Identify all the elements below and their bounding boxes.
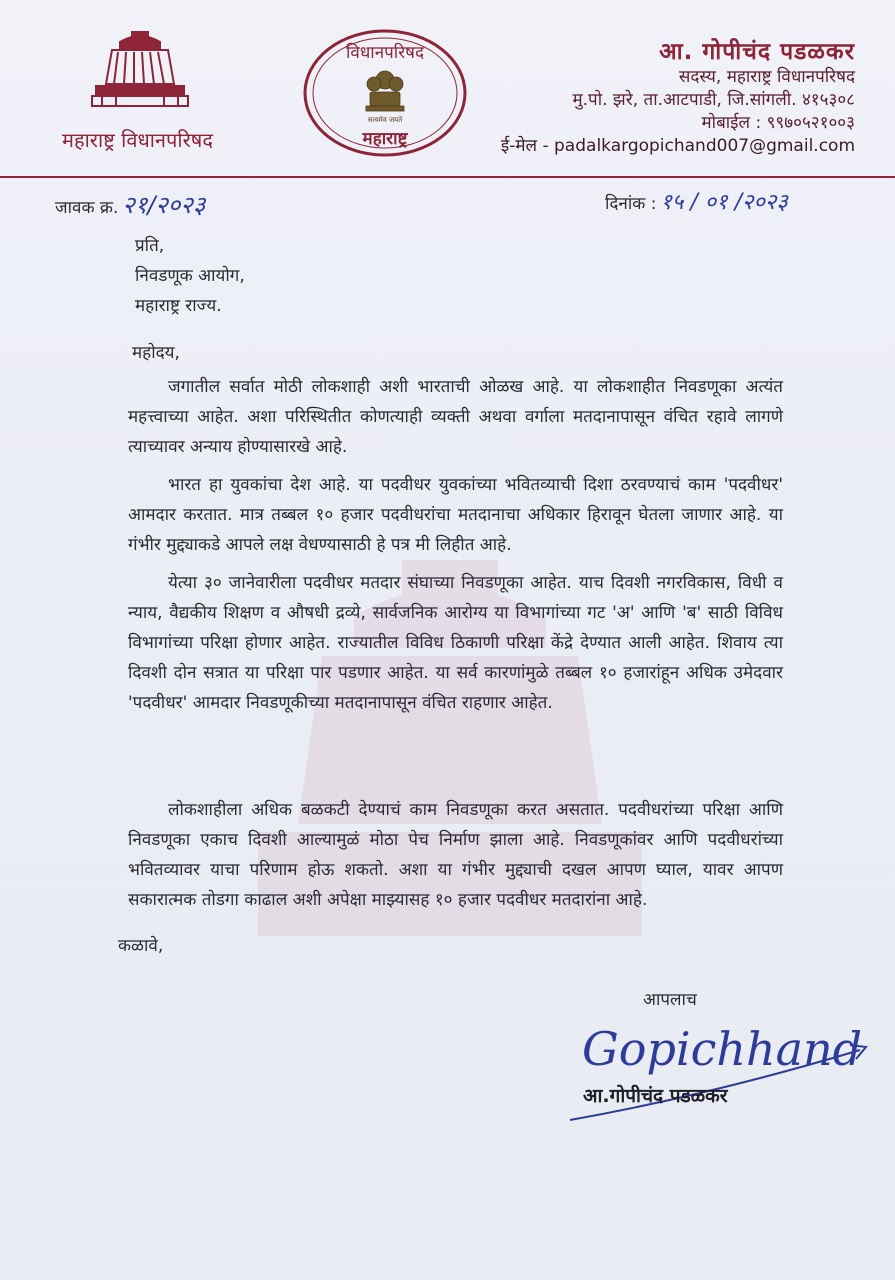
recipient-line2: महाराष्ट्र राज्य.	[135, 296, 222, 316]
header-divider	[0, 176, 895, 178]
salutation: महोदय,	[132, 343, 180, 363]
recipient-line1: निवडणूक आयोग,	[135, 266, 245, 286]
mla-name: आ. गोपीचंद पडळकर	[659, 39, 855, 65]
council-name: महाराष्ट्र विधानपरिषद	[62, 128, 213, 152]
closing: कळावे,	[118, 936, 164, 956]
mobile-number: मोबाईल : ९९७०५२१००३	[701, 113, 855, 133]
paragraph-text: लोकशाहीला अधिक बळकटी देण्याचं काम निवडणूका करत असतात. पदवीधरांच्या परिक्षा आणि निवडणूका एकाच दिवशी आल्यामुळं मोठा पेच निर्माण झाला आहे. निवडणूकांवर आणि पदवीधरांच्या भवितव्यावर याचा परिणाम होऊ शकतो. अशा या गंभीर मुद्द्याची दखल आपण घ्याल, यावर आपण सकारात्मक तोडगा काढाल अशी अपेक्षा माझ्यासह १० हजार पदवीधर मतदारांना आहे.	[128, 800, 783, 910]
body-paragraph-4	[128, 795, 783, 915]
paragraph-text: येत्या ३० जानेवारीला पदवीधर मतदार संघाच्या निवडणूका आहेत. याच दिवशी नगरविकास, विधी व न्याय, वैद्यकीय शिक्षण व औषधी द्रव्ये, सार्वजनिक आरोग्य या विभागांच्या गट 'अ' आणि 'ब' साठी विविध विभागांच्या परिक्षा होणार आहेत. राज्यातील विविध ठिकाणी परिक्षा केंद्रे देण्यात आली आहेत. शिवाय त्या दिवशी दोन सत्रात या परिक्षा पार पडणार आहेत. या सर्व कारणांमुळे तब्बल १० हजारांहून अधिक उमेदवार 'पदवीधर' आमदार निवडणूकीच्या मतदानापासून वंचित राहणार आहेत.	[128, 573, 783, 713]
seal-bottom-text: महाराष्ट्र	[362, 129, 408, 149]
postal-address: मु.पो. झरे, ता.आटपाडी, जि.सांगली. ४१५३०८	[572, 90, 855, 110]
reference-label: जावक क्र.	[55, 198, 119, 218]
seal-motto-text: सत्यमेव जयते	[367, 116, 403, 124]
date-label: दिनांक :	[605, 194, 657, 214]
designation: सदस्य, महाराष्ट्र विधानपरिषद	[678, 67, 855, 87]
council-seal-icon	[302, 28, 468, 158]
signatory-name: आ.गोपीचंद पडळकर	[583, 1085, 728, 1107]
sender-details	[501, 34, 855, 158]
date-value: १५ / ०१ /२०२३	[660, 190, 788, 215]
email-address: ई-मेल - padalkargopichand007@gmail.com	[500, 136, 855, 156]
reference-value: २१/२०२३	[122, 191, 206, 219]
recipient-block	[135, 231, 245, 321]
body-paragraph-3	[128, 568, 783, 718]
signature-text: Gopichhand	[582, 1022, 863, 1076]
letter-date	[605, 186, 788, 216]
yours-faithfully: आपलाच	[643, 990, 697, 1010]
paragraph-text: जगातील सर्वात मोठी लोकशाही अशी भारताची ओळख आहे. या लोकशाहीत निवडणूका अत्यंत महत्त्वाच्या आहेत. अशा परिस्थितीत कोणत्याही व्यक्ती अथवा वर्गाला मतदानापासून वंचित रहावे लागणे त्याच्यावर अन्याय होण्यासारखे आहे.	[128, 377, 783, 457]
reference-number	[55, 188, 205, 221]
vidhan-bhavan-dome-icon	[88, 28, 192, 112]
recipient-to: प्रति,	[135, 236, 165, 256]
body-paragraph-1	[128, 372, 783, 462]
body-paragraph-2	[128, 470, 783, 560]
paragraph-text: भारत हा युवकांचा देश आहे. या पदवीधर युवकांच्या भवितव्याची दिशा ठरवण्याचं काम 'पदवीधर' आमदार करतात. मात्र तब्बल १० हजार पदवीधरांचा मतदानाचा अधिकार हिरावून घेतला जाणार आहे. या गंभीर मुद्द्याकडे आपले लक्ष वेधण्यासाठी हे पत्र मी लिहीत आहे.	[128, 475, 783, 555]
letterhead	[0, 0, 895, 178]
seal-top-text: विधानपरिषद	[345, 43, 425, 63]
